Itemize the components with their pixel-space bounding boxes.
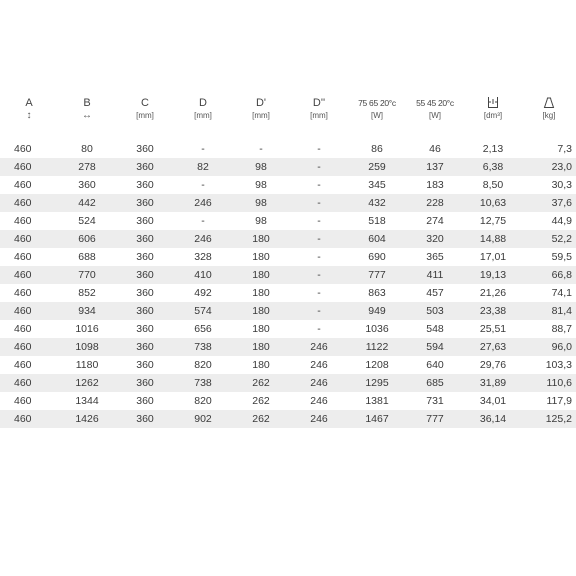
table-row [0, 374, 576, 392]
table-cell: 460 [0, 158, 58, 176]
table-cell: 180 [232, 302, 290, 320]
table-cell: 503 [406, 302, 464, 320]
table-cell: 6,38 [464, 158, 522, 176]
table-cell: 27,63 [464, 338, 522, 356]
table-cell: 460 [0, 230, 58, 248]
table-cell: 460 [0, 212, 58, 230]
column-header-unit: [mm] [194, 111, 212, 120]
table-cell: 574 [174, 302, 232, 320]
table-cell: 360 [116, 176, 174, 194]
table-cell: - [290, 158, 348, 176]
column-header [464, 96, 522, 140]
table-cell: 14,88 [464, 230, 522, 248]
table-cell: 685 [406, 374, 464, 392]
table-cell: 863 [348, 284, 406, 302]
table-cell: 640 [406, 356, 464, 374]
column-header [174, 96, 232, 140]
column-header-label: 75 65 20°c [358, 98, 396, 108]
table-cell: 44,9 [522, 212, 576, 230]
table-cell: 360 [116, 194, 174, 212]
table-row [0, 356, 576, 374]
table-cell: 902 [174, 410, 232, 428]
column-header [406, 96, 464, 140]
table-cell: - [174, 140, 232, 158]
table-cell: 80 [58, 140, 116, 158]
table-cell: 360 [116, 266, 174, 284]
table-cell: 117,9 [522, 392, 576, 410]
table-cell: 934 [58, 302, 116, 320]
table-row [0, 212, 576, 230]
table-cell: - [232, 140, 290, 158]
weight-icon [522, 96, 576, 110]
table-cell: 98 [232, 212, 290, 230]
table-cell: 21,26 [464, 284, 522, 302]
table-cell: 74,1 [522, 284, 576, 302]
table-cell: 103,3 [522, 356, 576, 374]
column-header [58, 96, 116, 140]
radiator-specs-table [0, 96, 576, 428]
table-cell: 688 [58, 248, 116, 266]
table-header [0, 96, 576, 140]
column-header [348, 96, 406, 140]
table-cell: 7,3 [522, 140, 576, 158]
table-cell: 524 [58, 212, 116, 230]
table-cell: 262 [232, 392, 290, 410]
table-row [0, 284, 576, 302]
table-cell: 365 [406, 248, 464, 266]
table-cell: 259 [348, 158, 406, 176]
table-cell: 12,75 [464, 212, 522, 230]
table-cell: 460 [0, 194, 58, 212]
table-cell: 492 [174, 284, 232, 302]
column-header-label: D [199, 97, 207, 109]
table-cell: 246 [290, 410, 348, 428]
table-cell: - [290, 284, 348, 302]
table-cell: 360 [116, 284, 174, 302]
table-cell: 228 [406, 194, 464, 212]
table-cell: 360 [116, 410, 174, 428]
table-cell: - [174, 176, 232, 194]
table-cell: 23,0 [522, 158, 576, 176]
table-row [0, 158, 576, 176]
table-row [0, 140, 576, 158]
table-cell: 1208 [348, 356, 406, 374]
column-header-unit: [kg] [542, 111, 556, 120]
table-cell: 457 [406, 284, 464, 302]
table-cell: 460 [0, 284, 58, 302]
table-cell: 460 [0, 176, 58, 194]
table-cell: 246 [290, 356, 348, 374]
table-cell: 37,6 [522, 194, 576, 212]
table-cell: 180 [232, 356, 290, 374]
table-cell: 731 [406, 392, 464, 410]
header-row [0, 96, 576, 140]
column-header [0, 96, 58, 140]
table-cell: 360 [116, 374, 174, 392]
table-cell: - [290, 230, 348, 248]
column-header-unit: [mm] [310, 111, 328, 120]
table-cell: 262 [232, 374, 290, 392]
column-header-unit: [dm³] [483, 111, 503, 120]
table-cell: 820 [174, 356, 232, 374]
table-cell: 548 [406, 320, 464, 338]
table-cell: 98 [232, 158, 290, 176]
column-header-unit: ↕ [26, 110, 32, 121]
table-cell: 518 [348, 212, 406, 230]
column-header-unit: [mm] [136, 111, 154, 120]
table-cell: - [290, 176, 348, 194]
table-cell: 777 [406, 410, 464, 428]
table-cell: 460 [0, 374, 58, 392]
table-cell: - [290, 248, 348, 266]
table-cell: 274 [406, 212, 464, 230]
table-cell: 360 [116, 158, 174, 176]
table-cell: 1467 [348, 410, 406, 428]
table-cell: 180 [232, 338, 290, 356]
table-cell: 1262 [58, 374, 116, 392]
column-header-label: B [83, 97, 91, 109]
table-cell: - [174, 212, 232, 230]
table-cell: 360 [116, 320, 174, 338]
table-cell: 604 [348, 230, 406, 248]
table-cell: 180 [232, 284, 290, 302]
table-cell: 8,50 [464, 176, 522, 194]
table-cell: 320 [406, 230, 464, 248]
table-cell: 442 [58, 194, 116, 212]
column-header-label: A [25, 97, 33, 109]
table-cell: 86 [348, 140, 406, 158]
table-cell: 1098 [58, 338, 116, 356]
column-header [522, 96, 576, 140]
table-row [0, 194, 576, 212]
table-cell: 594 [406, 338, 464, 356]
table-cell: 1381 [348, 392, 406, 410]
table-cell: 345 [348, 176, 406, 194]
table-cell: 777 [348, 266, 406, 284]
table-cell: 1426 [58, 410, 116, 428]
table-cell: 246 [290, 392, 348, 410]
table-cell: 98 [232, 176, 290, 194]
table-row [0, 176, 576, 194]
table-cell: 460 [0, 248, 58, 266]
table-cell: 852 [58, 284, 116, 302]
table-cell: 110,6 [522, 374, 576, 392]
table-cell: 96,0 [522, 338, 576, 356]
table-cell: 137 [406, 158, 464, 176]
table-cell: 1122 [348, 338, 406, 356]
table-cell: 31,89 [464, 374, 522, 392]
table-row [0, 338, 576, 356]
table-cell: 36,14 [464, 410, 522, 428]
table-cell: - [290, 194, 348, 212]
table-cell: 460 [0, 140, 58, 158]
table-cell: 98 [232, 194, 290, 212]
table-cell: 410 [174, 266, 232, 284]
specs-table-container [0, 96, 576, 428]
table-cell: 606 [58, 230, 116, 248]
table-cell: 460 [0, 356, 58, 374]
table-body [0, 140, 576, 428]
table-cell: - [290, 212, 348, 230]
column-header-unit: [mm] [252, 111, 270, 120]
column-header [232, 96, 290, 140]
table-row [0, 320, 576, 338]
table-row [0, 266, 576, 284]
table-cell: - [290, 266, 348, 284]
table-cell: 246 [290, 338, 348, 356]
table-cell: 88,7 [522, 320, 576, 338]
column-header-unit: ↔ [82, 110, 92, 121]
table-cell: 125,2 [522, 410, 576, 428]
table-cell: 770 [58, 266, 116, 284]
table-cell: 460 [0, 266, 58, 284]
table-cell: 738 [174, 338, 232, 356]
water-volume-icon [464, 96, 522, 110]
table-cell: - [290, 140, 348, 158]
table-cell: 360 [116, 212, 174, 230]
table-cell: 82 [174, 158, 232, 176]
table-cell: 360 [116, 302, 174, 320]
table-cell: 46 [406, 140, 464, 158]
table-row [0, 230, 576, 248]
table-cell: 34,01 [464, 392, 522, 410]
table-cell: 59,5 [522, 248, 576, 266]
table-cell: 360 [116, 230, 174, 248]
table-cell: 360 [58, 176, 116, 194]
table-cell: 656 [174, 320, 232, 338]
table-cell: 10,63 [464, 194, 522, 212]
column-header-unit: [W] [371, 111, 383, 120]
table-cell: 2,13 [464, 140, 522, 158]
table-cell: 460 [0, 320, 58, 338]
table-cell: 23,38 [464, 302, 522, 320]
table-cell: 29,76 [464, 356, 522, 374]
table-cell: 25,51 [464, 320, 522, 338]
column-header [290, 96, 348, 140]
column-header-label: C [141, 97, 149, 109]
table-cell: 360 [116, 248, 174, 266]
table-cell: 1295 [348, 374, 406, 392]
table-cell: - [290, 302, 348, 320]
table-cell: 81,4 [522, 302, 576, 320]
table-cell: 460 [0, 338, 58, 356]
table-cell: 949 [348, 302, 406, 320]
column-header-label: 55 45 20°c [416, 98, 454, 108]
table-cell: 19,13 [464, 266, 522, 284]
table-cell: 1016 [58, 320, 116, 338]
table-cell: 360 [116, 140, 174, 158]
table-row [0, 392, 576, 410]
column-header-unit: [W] [429, 111, 441, 120]
table-row [0, 302, 576, 320]
table-cell: 180 [232, 320, 290, 338]
table-cell: 360 [116, 392, 174, 410]
column-header-label: D'' [312, 97, 326, 109]
table-cell: 246 [290, 374, 348, 392]
table-cell: 432 [348, 194, 406, 212]
table-cell: 690 [348, 248, 406, 266]
table-cell: 328 [174, 248, 232, 266]
table-cell: 180 [232, 266, 290, 284]
table-cell: 183 [406, 176, 464, 194]
table-row [0, 410, 576, 428]
table-cell: 411 [406, 266, 464, 284]
table-cell: 262 [232, 410, 290, 428]
table-cell: 246 [174, 230, 232, 248]
table-cell: 360 [116, 356, 174, 374]
table-cell: 52,2 [522, 230, 576, 248]
table-cell: 17,01 [464, 248, 522, 266]
table-cell: 30,3 [522, 176, 576, 194]
table-cell: 360 [116, 338, 174, 356]
table-cell: 460 [0, 302, 58, 320]
table-cell: 246 [174, 194, 232, 212]
table-cell: 820 [174, 392, 232, 410]
table-cell: 180 [232, 248, 290, 266]
table-cell: 1344 [58, 392, 116, 410]
column-header [116, 96, 174, 140]
table-cell: 180 [232, 230, 290, 248]
table-cell: 278 [58, 158, 116, 176]
table-cell: 460 [0, 410, 58, 428]
table-cell: 1036 [348, 320, 406, 338]
table-cell: 1180 [58, 356, 116, 374]
table-cell: 66,8 [522, 266, 576, 284]
column-header-label: D' [255, 97, 267, 109]
table-cell: 460 [0, 392, 58, 410]
table-cell: 738 [174, 374, 232, 392]
table-row [0, 248, 576, 266]
table-cell: - [290, 320, 348, 338]
